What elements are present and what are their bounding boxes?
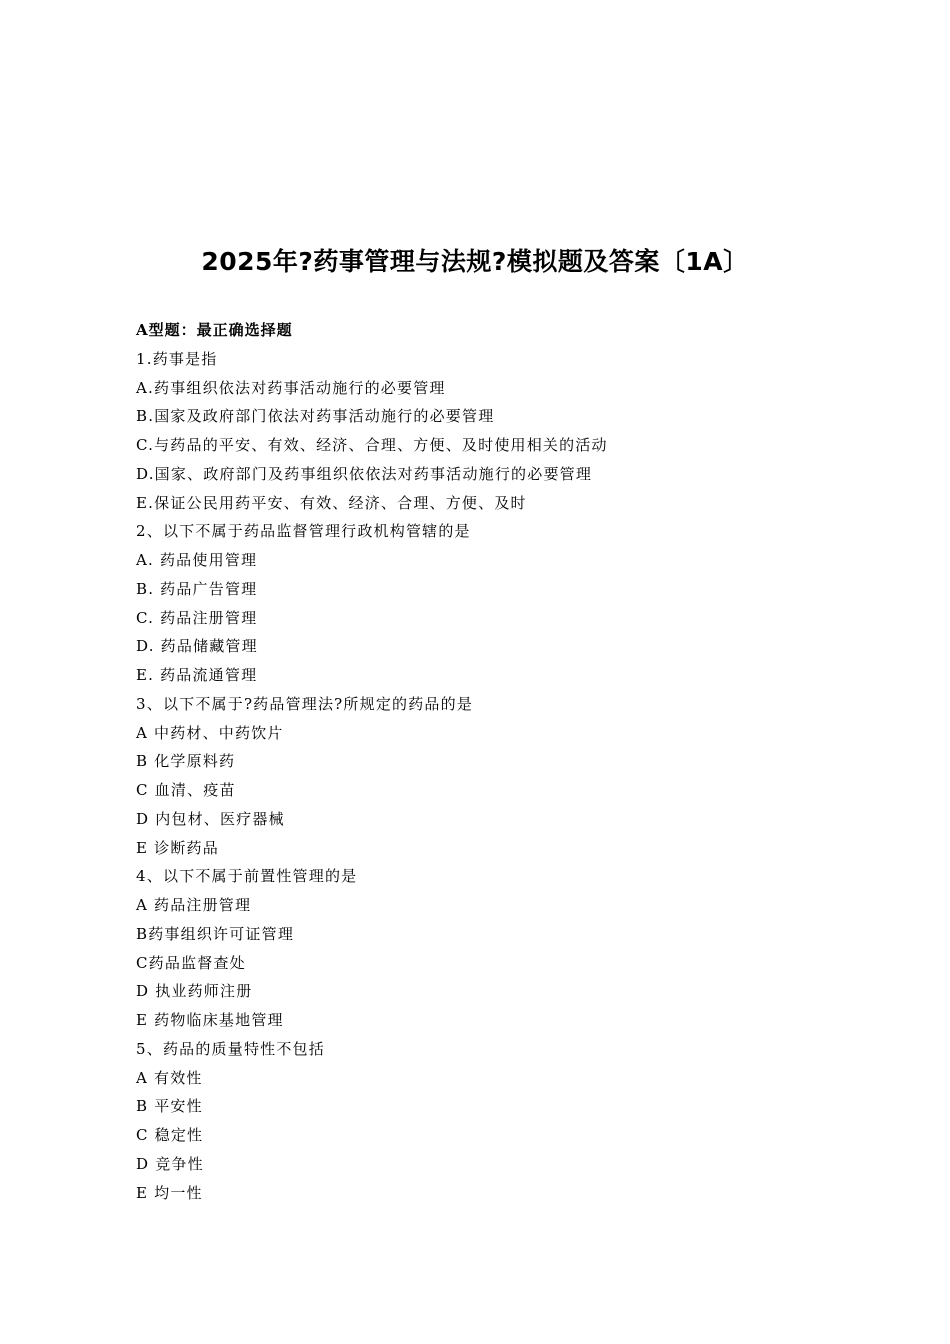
answer-option: D. 药品储藏管理 <box>136 637 258 656</box>
answer-option: E.保证公民用药平安、有效、经济、合理、方便、及时 <box>136 493 527 512</box>
answer-option: A. 药品使用管理 <box>136 551 258 569</box>
answer-option: D.国家、政府部门及药事组织依依法对药事活动施行的必要管理 <box>136 464 593 483</box>
answer-option: A 中药材、中药饮片 <box>136 723 284 742</box>
answer-option: A 有效性 <box>136 1068 203 1087</box>
answer-option: A.药事组织依法对药事活动施行的必要管理 <box>136 378 446 397</box>
question-text: 5、药品的质量特性不包括 <box>136 1039 325 1058</box>
question-text: 1.药事是指 <box>136 349 218 368</box>
question-text: 3、以下不属于?药品管理法?所规定的药品的是 <box>136 694 474 713</box>
answer-option: A 药品注册管理 <box>136 896 252 914</box>
question-text: 4、以下不属于前置性管理的是 <box>136 867 358 886</box>
answer-option: C 稳定性 <box>136 1126 204 1144</box>
question-text: 2、以下不属于药品监督管理行政机构管辖的是 <box>136 522 471 541</box>
answer-option: D 竞争性 <box>136 1154 204 1173</box>
answer-option: D 内包材、医疗器械 <box>136 809 285 828</box>
answer-option: C药品监督查处 <box>136 953 246 972</box>
section-heading: A型题：最正确选择题 <box>136 321 293 339</box>
answer-option: B 平安性 <box>136 1097 203 1116</box>
answer-option: D 执业药师注册 <box>136 982 253 1001</box>
answer-option: B. 药品广告管理 <box>136 579 258 598</box>
answer-option: E. 药品流通管理 <box>136 666 258 684</box>
answer-option: B.国家及政府部门依法对药事活动施行的必要管理 <box>136 407 495 426</box>
question-list <box>136 316 836 1207</box>
answer-option: E 药物临床基地管理 <box>136 1011 284 1029</box>
answer-option: B药事组织许可证管理 <box>136 924 295 943</box>
answer-option: E 诊断药品 <box>136 838 219 857</box>
answer-option: C. 药品注册管理 <box>136 608 258 627</box>
answer-option: E 均一性 <box>136 1183 203 1202</box>
answer-option: C 血清、疫苗 <box>136 781 236 799</box>
answer-option: B 化学原料药 <box>136 752 236 771</box>
document-title: 2025年?药事管理与法规?模拟题及答案〔1A〕 <box>201 247 749 276</box>
answer-option: C.与药品的平安、有效、经济、合理、方便、及时使用相关的活动 <box>136 436 608 454</box>
